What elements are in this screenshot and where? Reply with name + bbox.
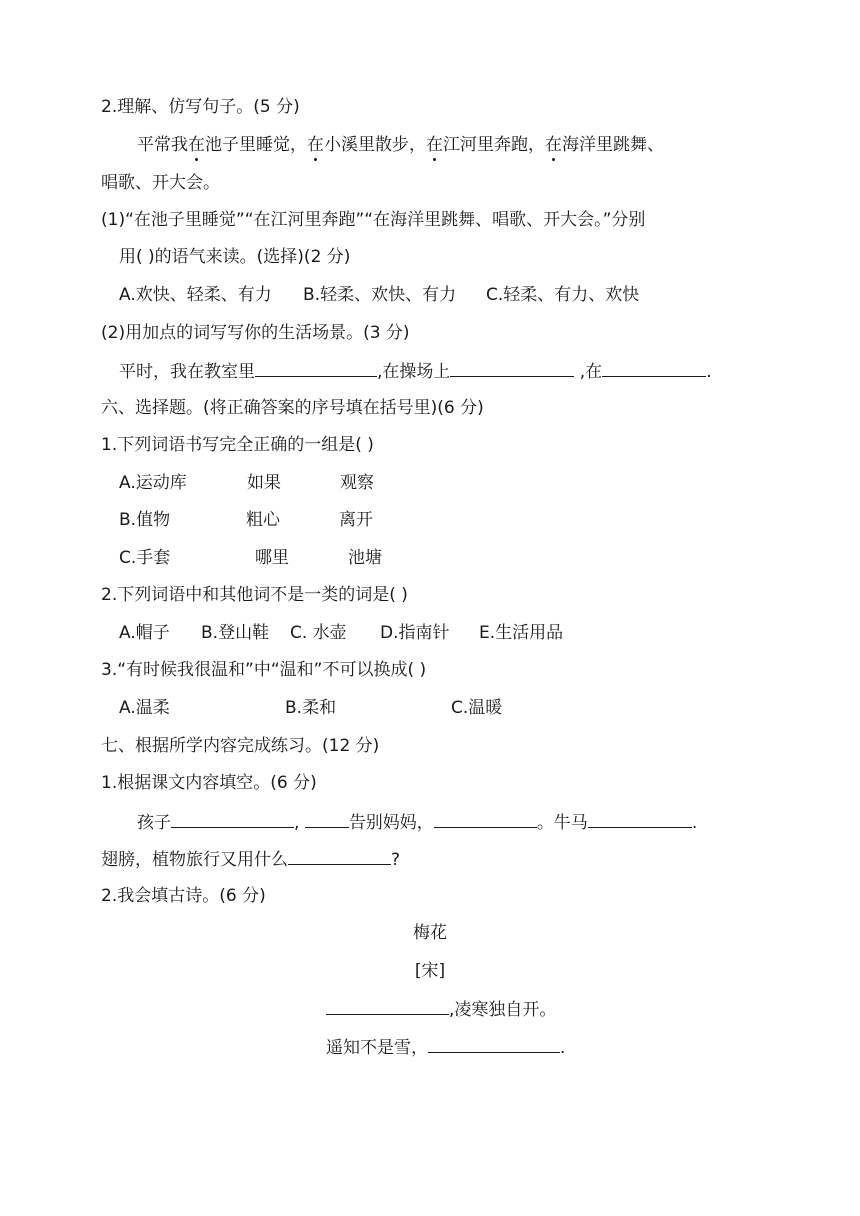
s6q1-title: 1.下列词语书写完全正确的一组是( ) [101,435,374,455]
dotted-word: 在 [188,135,205,155]
s7q2-title: 2.我会填古诗。(6 分) [101,886,266,906]
s6q1-option-c-word: 哪里 [255,548,289,568]
fill-text: ? [391,850,401,870]
s6q2-option-d[interactable]: D.指南针 [380,623,450,643]
fill-text: . [691,813,698,833]
passage-text: 小溪里散步， [324,135,426,155]
passage-line-2: 唱歌、开大会。 [101,173,220,193]
s6q2-title: 2.下列词语中和其他词不是一类的词是( ) [101,585,408,605]
sub1-option-a[interactable]: A.欢快、轻柔、有力 [119,285,272,305]
fill-text: ,在操场上 [377,362,451,382]
fill-text: 平时，我在教室里 [119,362,255,382]
s6q1-option-c-word: 池塘 [348,548,382,568]
s6q1-option-b[interactable]: B.值物 [119,510,171,530]
poem-line-2 [326,1035,565,1059]
fill-text: , [294,813,300,833]
s6q1-option-c[interactable]: C.手套 [119,548,171,568]
dotted-word: 在 [307,135,324,155]
s6q1-option-b-word: 离开 [339,510,373,530]
fill-text: . [706,362,712,382]
passage-text: 池子里睡觉， [205,135,307,155]
sub1-line-2: 用( )的语气来读。(选择)(2 分) [119,247,351,267]
poem-text: ,凌寒独自开。 [449,1000,557,1020]
section-6-title: 六、选择题。(将正确答案的序号填在括号里)(6 分) [101,398,484,418]
poem-dynasty: [宋] [414,961,446,981]
s6q1-option-a-word: 如果 [247,473,281,493]
sub1-option-b[interactable]: B.轻柔、欢快、有力 [303,285,457,305]
passage-line-1 [137,134,664,156]
s6q1-option-a[interactable]: A.运动库 [119,473,187,493]
s6q2-option-e[interactable]: E.生活用品 [479,623,564,643]
sub1-line-1: (1)“在池子里睡觉”“在江河里奔跑”“在海洋里跳舞、唱歌、开大会。”分别 [101,210,646,230]
passage-text: 江河里奔跑， [443,135,545,155]
s7q1-fill-line-2 [101,847,400,871]
fill-blank[interactable] [305,810,349,828]
s6q3-option-b[interactable]: B.柔和 [285,698,337,718]
sub2-fill-line [119,359,712,383]
s6q2-option-a[interactable]: A.帽子 [119,623,170,643]
s6q3-title: 3.“有时候我很温和”中“温和”不可以换成( ) [101,660,427,680]
passage-text: 海洋里跳舞、 [562,135,664,155]
sub1-option-c[interactable]: C.轻柔、有力、欢快 [486,285,640,305]
s6q2-option-c[interactable]: C. 水壶 [290,623,347,643]
fill-blank[interactable] [255,359,377,377]
dotted-word: 在 [426,135,443,155]
poem-title: 梅花 [413,923,447,943]
s7q1-fill-line-1 [137,810,697,834]
s6q2-option-b[interactable]: B.登山鞋 [201,623,270,643]
fill-blank[interactable] [428,1035,560,1053]
fill-blank[interactable] [450,359,574,377]
poem-text: 遥知不是雪， [326,1038,428,1058]
fill-text: 。牛马 [536,813,588,833]
fill-text: ,在 [574,362,603,382]
fill-blank[interactable] [434,810,537,828]
sub2-title: (2)用加点的词写写你的生活场景。(3 分) [101,323,410,343]
fill-text: 孩子 [137,813,171,833]
fill-text: 告别妈妈， [348,813,434,833]
fill-blank[interactable] [602,359,706,377]
s6q1-option-b-word: 粗心 [246,510,280,530]
s6q3-option-a[interactable]: A.温柔 [119,698,170,718]
section-7-title: 七、根据所学内容完成练习。(12 分) [101,736,380,756]
fill-blank[interactable] [326,997,449,1015]
passage-text: 平常我 [137,135,188,155]
poem-text: . [560,1038,566,1058]
q2-title: 2.理解、仿写句子。(5 分) [101,97,300,117]
s6q1-option-a-word: 观察 [340,473,374,493]
dotted-word: 在 [545,135,562,155]
s6q3-option-c[interactable]: C.温暖 [451,698,503,718]
fill-text: 翅膀，植物旅行又用什么 [101,850,288,870]
fill-blank[interactable] [171,810,294,828]
poem-line-1 [326,997,556,1021]
fill-blank[interactable] [588,810,692,828]
s7q1-title: 1.根据课文内容填空。(6 分) [101,773,317,793]
fill-blank[interactable] [288,847,391,865]
